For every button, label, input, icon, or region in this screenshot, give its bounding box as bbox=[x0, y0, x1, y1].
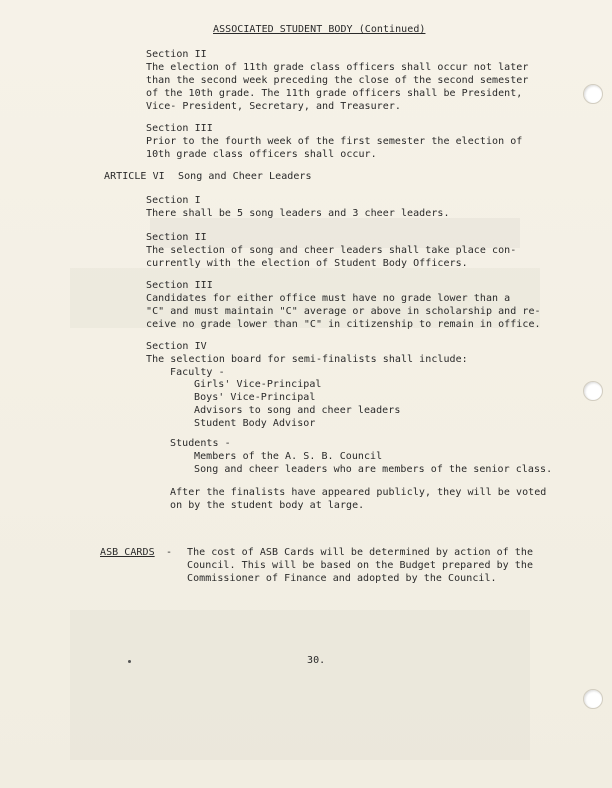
asb-cards-line: The cost of ASB Cards will be determined by action of the bbox=[187, 547, 534, 558]
section-ii-a-line: of the 10th grade. The 11th grade officers shall be President, bbox=[146, 88, 523, 99]
binder-hole-top bbox=[583, 84, 603, 104]
section-iii-b-line: ceive no grade lower than "C" in citizenship to remain in office. bbox=[146, 319, 541, 330]
section-iii-a-heading: Section III bbox=[146, 123, 213, 134]
section-iii-b-line: "C" and must maintain "C" average or above in scholarship and re- bbox=[146, 306, 541, 317]
section-ii-a-line: Vice- President, Secretary, and Treasurer. bbox=[146, 101, 401, 112]
section-i-heading: Section I bbox=[146, 195, 201, 206]
section-iv-closing: After the finalists have appeared publicly, they will be voted bbox=[170, 487, 547, 498]
faculty-member: Advisors to song and cheer leaders bbox=[194, 405, 401, 416]
section-iii-b-heading: Section III bbox=[146, 280, 213, 291]
student-member: Members of the A. S. B. Council bbox=[194, 451, 383, 462]
asb-cards-line: Commissioner of Finance and adopted by the Council. bbox=[187, 573, 497, 584]
section-iii-a-line: 10th grade class officers shall occur. bbox=[146, 149, 377, 160]
students-label: Students - bbox=[170, 438, 231, 449]
section-ii-a-line: The election of 11th grade class officers shall occur not later bbox=[146, 62, 529, 73]
binder-hole-bottom bbox=[583, 689, 603, 709]
stray-mark-dot bbox=[128, 660, 131, 663]
asb-cards-dash: - bbox=[166, 547, 173, 558]
article-vi-title: Song and Cheer Leaders bbox=[178, 171, 312, 182]
section-iv-heading: Section IV bbox=[146, 341, 207, 352]
section-ii-a-heading: Section II bbox=[146, 49, 207, 60]
page-header-title: ASSOCIATED STUDENT BODY (Continued) bbox=[213, 24, 426, 35]
asb-cards-label: ASB CARDS bbox=[100, 547, 155, 558]
binder-hole-middle bbox=[583, 381, 603, 401]
section-ii-b-line: The selection of song and cheer leaders shall take place con- bbox=[146, 245, 517, 256]
section-iii-b-line: Candidates for either office must have no grade lower than a bbox=[146, 293, 511, 304]
faculty-member: Student Body Advisor bbox=[194, 418, 316, 429]
section-ii-a-line: than the second week preceding the close of the second semester bbox=[146, 75, 529, 86]
faculty-member: Girls' Vice-Principal bbox=[194, 379, 322, 390]
bleed-shadow-band-3 bbox=[70, 610, 530, 760]
section-ii-b-heading: Section II bbox=[146, 232, 207, 243]
faculty-label: Faculty - bbox=[170, 367, 225, 378]
section-iv-intro: The selection board for semi-finalists shall include: bbox=[146, 354, 468, 365]
article-vi-label: ARTICLE VI bbox=[104, 171, 165, 182]
section-ii-b-line: currently with the election of Student Body Officers. bbox=[146, 258, 468, 269]
faculty-member: Boys' Vice-Principal bbox=[194, 392, 316, 403]
asb-cards-line: Council. This will be based on the Budget prepared by the bbox=[187, 560, 534, 571]
section-iv-closing: on by the student body at large. bbox=[170, 500, 365, 511]
section-i-line: There shall be 5 song leaders and 3 cheer leaders. bbox=[146, 208, 450, 219]
page-number: 30. bbox=[307, 655, 326, 666]
student-member: Song and cheer leaders who are members of the senior class. bbox=[194, 464, 553, 475]
section-iii-a-line: Prior to the fourth week of the first semester the election of bbox=[146, 136, 523, 147]
